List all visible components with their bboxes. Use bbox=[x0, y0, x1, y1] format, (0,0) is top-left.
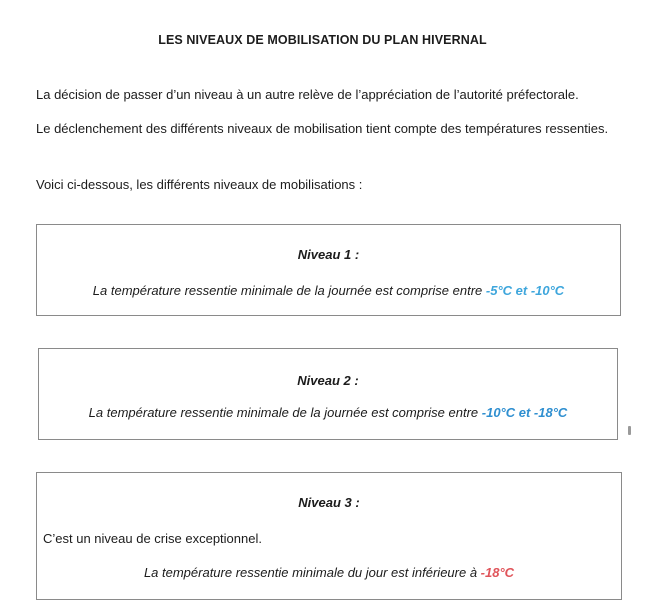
level-1-heading: Niveau 1 : bbox=[297, 247, 360, 262]
scan-mark bbox=[628, 426, 631, 435]
paragraph-levels-intro: Voici ci-dessous, les différents niveaux de mobilisations : bbox=[36, 177, 363, 192]
level-2-description-text: La température ressentie minimale de la journée est comprise entre bbox=[88, 405, 482, 420]
level-1-description-text: La température ressentie minimale de la journée est comprise entre bbox=[92, 283, 486, 298]
level-3-heading: Niveau 3 : bbox=[298, 495, 360, 510]
level-3-box bbox=[36, 472, 622, 600]
level-1-temperature: -5°C et -10°C bbox=[485, 283, 565, 298]
level-3-temperature: -18°C bbox=[480, 565, 515, 580]
level-3-note: C’est un niveau de crise exceptionnel. bbox=[43, 531, 262, 546]
level-1-description bbox=[37, 283, 620, 298]
level-2-heading: Niveau 2 : bbox=[297, 373, 359, 388]
page-title: LES NIVEAUX DE MOBILISATION DU PLAN HIVERNAL bbox=[158, 33, 487, 47]
level-2-description bbox=[39, 405, 617, 420]
level-1-box bbox=[36, 224, 621, 316]
paragraph-triggering: Le déclenchement des différents niveaux de mobilisation tient compte des températures ressenties. bbox=[36, 121, 609, 136]
level-3-description-text: La température ressentie minimale du jour est inférieure à bbox=[143, 565, 481, 580]
level-2-temperature: -10°C et -18°C bbox=[481, 405, 568, 420]
level-3-description bbox=[37, 565, 621, 580]
level-2-box bbox=[38, 348, 618, 440]
paragraph-prefect-decision: La décision de passer d’un niveau à un autre relève de l’appréciation de l’autorité préfectorale. bbox=[36, 87, 579, 102]
